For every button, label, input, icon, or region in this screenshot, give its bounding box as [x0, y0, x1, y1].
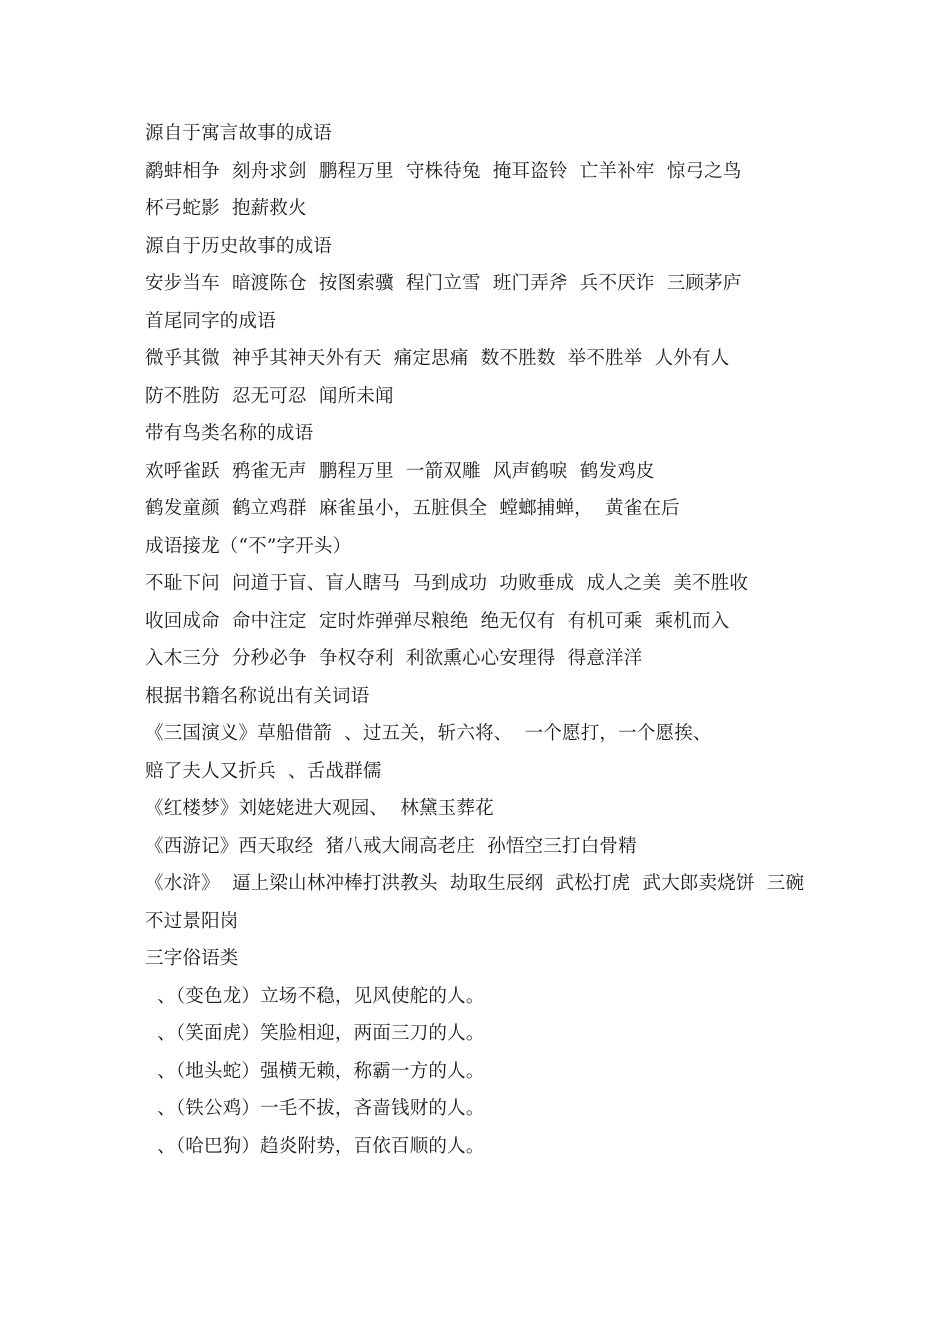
text-line: 《水浒》 逼上梁山林冲棒打洪教头 劫取生辰纲 武松打虎 武大郎卖烧饼 三碗 [145, 873, 805, 894]
list-item: 、（铁公鸡）一毛不拔，吝啬钱财的人。 [145, 1098, 485, 1119]
list-item: 、（地头蛇）强横无赖，称霸一方的人。 [145, 1060, 485, 1082]
section-heading-idiom-chain: 成语接龙（“不”字开头） [145, 535, 352, 557]
section-heading-bird-idioms: 带有鸟类名称的成语 [145, 423, 314, 444]
document-body [145, 115, 835, 1165]
text-line: 收回成命 命中注定 定时炸弹弹尽粮绝 绝无仅有 有机可乘 乘机而入 [145, 610, 730, 632]
section-heading-book-phrases: 根据书籍名称说出有关词语 [145, 685, 370, 707]
section-heading-fable-idioms: 源自于寓言故事的成语 [145, 123, 333, 144]
section-heading-same-char-idioms: 首尾同字的成语 [145, 310, 276, 332]
text-line: 赔了夫人又折兵 、舌战群儒 [145, 760, 382, 782]
text-line: 欢呼雀跃 鸦雀无声 鹏程万里 一箭双雕 风声鹤唳 鹤发鸡皮 [145, 460, 655, 482]
section-heading-history-idioms: 源自于历史故事的成语 [145, 235, 333, 257]
text-line: 《三国演义》草船借箭 、过五关，斩六将、 一个愿打，一个愿挨、 [145, 723, 712, 744]
text-line: 《西游记》西天取经 猪八戒大闹高老庄 孙悟空三打白骨精 [145, 835, 637, 857]
text-line: 鹤发童颜 鹤立鸡群 麻雀虽小，五脏俱全 螳螂捕蝉， 黄雀在后 [145, 498, 680, 519]
list-item: 、（变色龙）立场不稳，见风使舵的人。 [145, 985, 485, 1007]
text-line: 安步当车 暗渡陈仓 按图索骥 程门立雪 班门弄斧 兵不厌诈 三顾茅庐 [145, 273, 742, 294]
text-line: 《红楼梦》刘姥姥进大观园、 林黛玉葬花 [145, 798, 494, 819]
text-line: 鹬蚌相争 刻舟求剑 鹏程万里 守株待兔 掩耳盗铃 亡羊补牢 惊弓之鸟 [145, 160, 742, 182]
section-heading-three-char-sayings: 三字俗语类 [145, 948, 239, 969]
list-item: 、（笑面虎）笑脸相迎，两面三刀的人。 [145, 1023, 485, 1044]
text-line: 杯弓蛇影 抱薪救火 [145, 198, 307, 219]
list-item: 、（哈巴狗）趋炎附势，百依百顺的人。 [145, 1135, 485, 1157]
text-line: 不耻下问 问道于盲、盲人瞎马 马到成功 功败垂成 成人之美 美不胜收 [145, 573, 749, 594]
text-line: 入木三分 分秒必争 争权夺利 利欲熏心心安理得 得意洋洋 [145, 648, 643, 669]
text-line: 微乎其微 神乎其神天外有天 痛定思痛 数不胜数 举不胜举 人外有人 [145, 348, 730, 369]
text-line: 防不胜防 忍无可忍 闻所未闻 [145, 385, 394, 407]
text-line: 不过景阳岗 [145, 910, 239, 932]
